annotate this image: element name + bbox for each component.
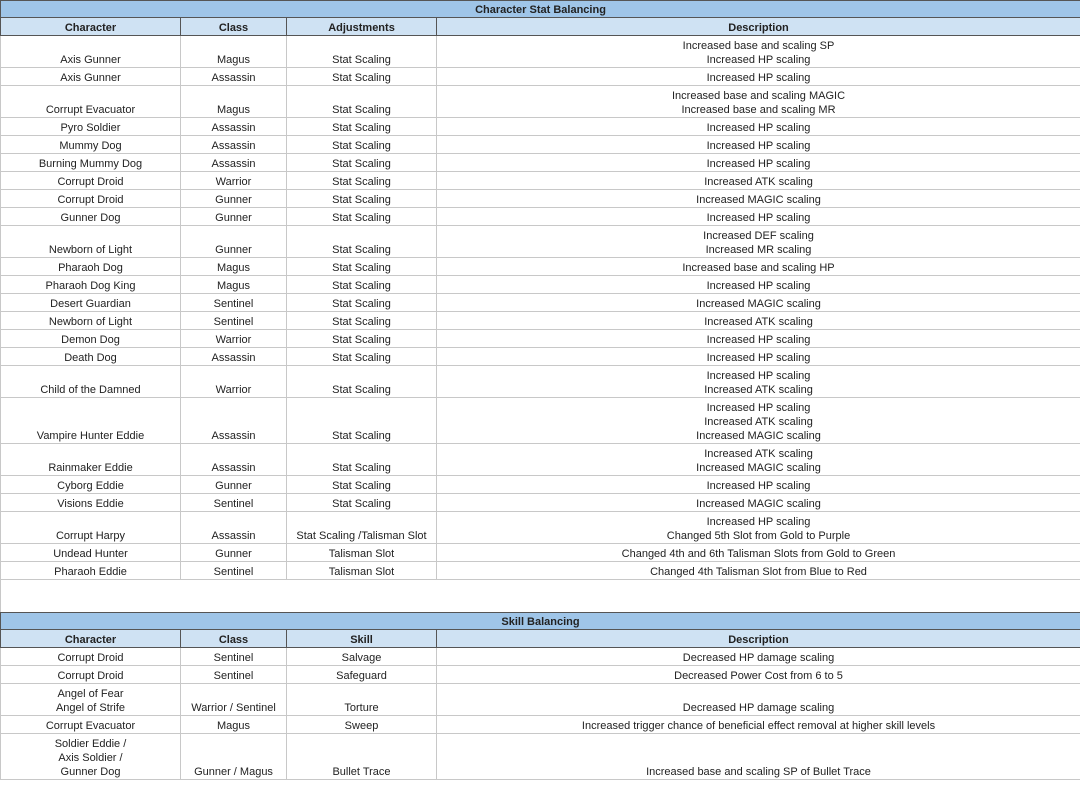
adjustment-cell: Stat Scaling	[287, 312, 437, 330]
description-cell-line: Increased base and scaling HP	[682, 262, 835, 274]
table-row	[1, 476, 1080, 494]
character-cell-line: Pyro Soldier	[60, 122, 121, 134]
table-row	[1, 366, 1080, 398]
description-cell	[437, 294, 1080, 312]
description-cell	[437, 398, 1080, 444]
class-cell: Sentinel	[181, 648, 287, 666]
description-cell-line: Decreased Power Cost from 6 to 5	[674, 670, 843, 682]
character-cell-line: Demon Dog	[61, 334, 120, 346]
header-class: Class	[181, 18, 287, 36]
character-cell	[1, 312, 181, 330]
character-cell	[1, 86, 181, 118]
adjustment-cell: Stat Scaling	[287, 398, 437, 444]
description-cell-line: Increased HP scaling	[706, 280, 811, 292]
class-cell: Assassin	[181, 444, 287, 476]
table-row	[1, 172, 1080, 190]
description-cell-line: Increased HP scaling	[706, 352, 811, 364]
description-cell	[437, 118, 1080, 136]
description-cell	[437, 258, 1080, 276]
table-row	[1, 544, 1080, 562]
section-spacer	[1, 580, 1080, 613]
class-cell: Warrior	[181, 172, 287, 190]
adjustment-cell: Stat Scaling	[287, 444, 437, 476]
stat-section-title: Character Stat Balancing	[1, 1, 1080, 18]
adjustment-cell: Stat Scaling	[287, 258, 437, 276]
character-cell-line: Gunner Dog	[60, 212, 121, 224]
class-cell: Magus	[181, 276, 287, 294]
adjustment-cell: Stat Scaling	[287, 208, 437, 226]
description-cell	[437, 86, 1080, 118]
adjustment-cell: Stat Scaling	[287, 190, 437, 208]
class-cell: Assassin	[181, 398, 287, 444]
description-cell	[437, 716, 1080, 734]
description-cell	[437, 666, 1080, 684]
adjustment-cell: Stat Scaling	[287, 172, 437, 190]
character-cell-line: Newborn of Light	[48, 316, 133, 328]
description-cell-line: Increased HP scaling	[706, 212, 811, 224]
class-cell: Gunner	[181, 226, 287, 258]
class-cell: Gunner	[181, 544, 287, 562]
description-cell	[437, 312, 1080, 330]
description-cell-line: Increased ATK scaling	[704, 316, 813, 328]
table-row	[1, 276, 1080, 294]
adjustment-cell: Stat Scaling	[287, 476, 437, 494]
class-cell: Assassin	[181, 136, 287, 154]
description-cell	[437, 444, 1080, 476]
table-row	[1, 258, 1080, 276]
character-cell	[1, 444, 181, 476]
class-cell: Warrior / Sentinel	[181, 684, 287, 716]
character-cell	[1, 68, 181, 86]
table-row	[1, 494, 1080, 512]
description-cell-line: Increased base and scaling SP of Bullet Trace	[646, 766, 871, 778]
table-row	[1, 118, 1080, 136]
character-cell-line: Corrupt Harpy	[55, 530, 126, 542]
class-cell: Gunner	[181, 476, 287, 494]
description-cell-line: Increased ATK scaling	[704, 176, 813, 188]
description-cell	[437, 512, 1080, 544]
character-cell-line: Angel of Fear	[57, 688, 124, 700]
character-cell-line: Axis Gunner	[60, 54, 121, 66]
description-cell-line: Increased ATK scaling	[704, 416, 813, 428]
class-cell: Assassin	[181, 348, 287, 366]
adjustment-cell: Stat Scaling	[287, 366, 437, 398]
character-cell-line: Mummy Dog	[59, 140, 122, 152]
character-cell	[1, 734, 181, 780]
description-cell	[437, 494, 1080, 512]
character-cell	[1, 208, 181, 226]
table-row	[1, 68, 1080, 86]
character-cell	[1, 562, 181, 580]
header-skill: Skill	[287, 630, 437, 648]
description-cell	[437, 348, 1080, 366]
description-cell-line: Increased HP scaling	[706, 72, 811, 84]
character-cell-line: Pharaoh Dog King	[45, 280, 136, 292]
skill-section-title: Skill Balancing	[1, 613, 1080, 630]
description-cell	[437, 734, 1080, 780]
character-cell-line: Pharaoh Dog	[58, 262, 123, 274]
description-cell	[437, 684, 1080, 716]
class-cell: Magus	[181, 36, 287, 68]
character-cell-line: Gunner Dog	[60, 766, 121, 778]
character-cell	[1, 544, 181, 562]
character-cell-line: Cyborg Eddie	[57, 480, 124, 492]
character-cell-line: Corrupt Droid	[57, 194, 124, 206]
description-cell-line: Increased ATK scaling	[704, 448, 813, 460]
description-cell-line: Increased MAGIC scaling	[696, 498, 821, 510]
character-cell-line: Rainmaker Eddie	[48, 462, 133, 474]
adjustment-cell: Stat Scaling	[287, 294, 437, 312]
character-cell	[1, 36, 181, 68]
adjustment-cell: Salvage	[287, 648, 437, 666]
adjustment-cell: Talisman Slot	[287, 544, 437, 562]
character-cell-line: Burning Mummy Dog	[38, 158, 143, 170]
class-cell: Gunner / Magus	[181, 734, 287, 780]
class-cell: Magus	[181, 86, 287, 118]
header-adjustments: Adjustments	[287, 18, 437, 36]
character-cell	[1, 366, 181, 398]
header-description: Description	[437, 18, 1080, 36]
character-cell	[1, 476, 181, 494]
description-cell-line: Changed 4th and 6th Talisman Slots from Gold to Green	[621, 548, 896, 560]
table-row	[1, 86, 1080, 118]
description-cell-line: Increased base and scaling MAGIC	[671, 90, 846, 102]
description-cell	[437, 276, 1080, 294]
class-cell: Sentinel	[181, 562, 287, 580]
character-cell	[1, 258, 181, 276]
table-row	[1, 398, 1080, 444]
class-cell: Assassin	[181, 68, 287, 86]
table-row	[1, 36, 1080, 68]
character-cell	[1, 226, 181, 258]
character-cell-line: Axis Soldier /	[58, 752, 123, 764]
description-cell-line: Increased HP scaling	[706, 158, 811, 170]
description-cell-line: Increased HP scaling	[706, 402, 811, 414]
character-cell	[1, 136, 181, 154]
skill-table-body	[1, 648, 1080, 780]
character-cell-line: Death Dog	[64, 352, 117, 364]
description-cell-line: Changed 4th Talisman Slot from Blue to Red	[650, 566, 867, 578]
description-cell-line: Increased trigger chance of beneficial effect removal at higher skill levels	[581, 720, 936, 732]
character-cell-line: Child of the Damned	[40, 384, 141, 396]
description-cell-line: Increased HP scaling	[706, 516, 811, 528]
character-cell-line: Corrupt Droid	[57, 670, 124, 682]
adjustment-cell: Stat Scaling	[287, 330, 437, 348]
table-row	[1, 294, 1080, 312]
class-cell: Sentinel	[181, 494, 287, 512]
adjustment-cell: Stat Scaling	[287, 226, 437, 258]
adjustment-cell: Safeguard	[287, 666, 437, 684]
table-row	[1, 136, 1080, 154]
class-cell: Sentinel	[181, 294, 287, 312]
class-cell: Gunner	[181, 208, 287, 226]
description-cell-line: Changed 5th Slot from Gold to Purple	[666, 530, 851, 542]
character-cell	[1, 684, 181, 716]
character-cell-line: Corrupt Evacuator	[45, 720, 136, 732]
table-row	[1, 226, 1080, 258]
description-cell-line: Increased MAGIC scaling	[696, 298, 821, 310]
character-cell	[1, 648, 181, 666]
character-cell-line: Undead Hunter	[53, 548, 128, 560]
character-cell	[1, 118, 181, 136]
character-cell-line: Corrupt Droid	[57, 652, 124, 664]
description-cell	[437, 68, 1080, 86]
adjustment-cell: Stat Scaling	[287, 136, 437, 154]
adjustment-cell: Sweep	[287, 716, 437, 734]
class-cell: Gunner	[181, 190, 287, 208]
character-cell-line: Desert Guardian	[50, 298, 131, 310]
description-cell-line: Increased HP scaling	[706, 370, 811, 382]
description-cell	[437, 476, 1080, 494]
description-cell	[437, 544, 1080, 562]
character-cell-line: Newborn of Light	[48, 244, 133, 256]
class-cell: Assassin	[181, 118, 287, 136]
description-cell	[437, 648, 1080, 666]
adjustment-cell: Torture	[287, 684, 437, 716]
adjustment-cell: Stat Scaling	[287, 494, 437, 512]
header-character: Character	[1, 630, 181, 648]
header-description: Description	[437, 630, 1080, 648]
table-row	[1, 348, 1080, 366]
adjustment-cell: Bullet Trace	[287, 734, 437, 780]
character-cell	[1, 294, 181, 312]
table-row	[1, 208, 1080, 226]
class-cell: Sentinel	[181, 666, 287, 684]
character-cell	[1, 666, 181, 684]
description-cell-line: Decreased HP damage scaling	[682, 652, 835, 664]
description-cell-line: Increased base and scaling SP	[682, 40, 835, 52]
header-character: Character	[1, 18, 181, 36]
skill-balancing-table	[0, 612, 1080, 780]
character-cell-line: Vampire Hunter Eddie	[36, 430, 145, 442]
table-row	[1, 716, 1080, 734]
character-cell	[1, 348, 181, 366]
character-cell	[1, 494, 181, 512]
table-row	[1, 312, 1080, 330]
character-cell-line: Angel of Strife	[55, 702, 126, 714]
description-cell	[437, 330, 1080, 348]
description-cell-line: Increased HP scaling	[706, 480, 811, 492]
adjustment-cell: Stat Scaling /Talisman Slot	[287, 512, 437, 544]
table-row	[1, 154, 1080, 172]
class-cell: Magus	[181, 258, 287, 276]
character-cell	[1, 190, 181, 208]
character-cell	[1, 716, 181, 734]
description-cell	[437, 208, 1080, 226]
description-cell-line: Increased MAGIC scaling	[696, 194, 821, 206]
character-cell-line: Corrupt Evacuator	[45, 104, 136, 116]
description-cell	[437, 136, 1080, 154]
adjustment-cell: Stat Scaling	[287, 348, 437, 366]
description-cell-line: Increased HP scaling	[706, 54, 811, 66]
adjustment-cell: Stat Scaling	[287, 36, 437, 68]
character-cell	[1, 398, 181, 444]
table-row	[1, 330, 1080, 348]
character-cell	[1, 154, 181, 172]
character-cell-line: Corrupt Droid	[57, 176, 124, 188]
table-row	[1, 444, 1080, 476]
character-cell-line: Axis Gunner	[60, 72, 121, 84]
stat-table-body	[1, 36, 1080, 580]
description-cell-line: Decreased HP damage scaling	[682, 702, 835, 714]
description-cell-line: Increased HP scaling	[706, 140, 811, 152]
table-row	[1, 666, 1080, 684]
description-cell-line: Increased MAGIC scaling	[696, 430, 821, 442]
adjustment-cell: Talisman Slot	[287, 562, 437, 580]
character-cell-line: Pharaoh Eddie	[54, 566, 127, 578]
class-cell: Sentinel	[181, 312, 287, 330]
adjustment-cell: Stat Scaling	[287, 68, 437, 86]
table-row	[1, 190, 1080, 208]
description-cell	[437, 172, 1080, 190]
description-cell-line: Increased HP scaling	[706, 122, 811, 134]
adjustment-cell: Stat Scaling	[287, 118, 437, 136]
class-cell: Warrior	[181, 330, 287, 348]
table-row	[1, 734, 1080, 780]
description-cell	[437, 154, 1080, 172]
character-cell	[1, 276, 181, 294]
header-class: Class	[181, 630, 287, 648]
description-cell	[437, 190, 1080, 208]
adjustment-cell: Stat Scaling	[287, 154, 437, 172]
character-cell-line: Visions Eddie	[57, 498, 124, 510]
table-row	[1, 562, 1080, 580]
character-cell-line: Soldier Eddie /	[54, 738, 127, 750]
description-cell-line: Increased HP scaling	[706, 334, 811, 346]
class-cell: Assassin	[181, 154, 287, 172]
character-cell	[1, 330, 181, 348]
description-cell	[437, 366, 1080, 398]
description-cell-line: Increased ATK scaling	[704, 384, 813, 396]
description-cell-line: Increased DEF scaling	[703, 230, 814, 242]
class-cell: Assassin	[181, 512, 287, 544]
class-cell: Warrior	[181, 366, 287, 398]
description-cell	[437, 226, 1080, 258]
adjustment-cell: Stat Scaling	[287, 276, 437, 294]
description-cell-line: Increased base and scaling MR	[681, 104, 836, 116]
description-cell-line: Increased MR scaling	[705, 244, 812, 256]
table-row	[1, 512, 1080, 544]
character-cell	[1, 512, 181, 544]
character-cell	[1, 172, 181, 190]
table-row	[1, 648, 1080, 666]
class-cell: Magus	[181, 716, 287, 734]
adjustment-cell: Stat Scaling	[287, 86, 437, 118]
description-cell-line: Increased MAGIC scaling	[696, 462, 821, 474]
table-row	[1, 684, 1080, 716]
description-cell	[437, 562, 1080, 580]
description-cell	[437, 36, 1080, 68]
